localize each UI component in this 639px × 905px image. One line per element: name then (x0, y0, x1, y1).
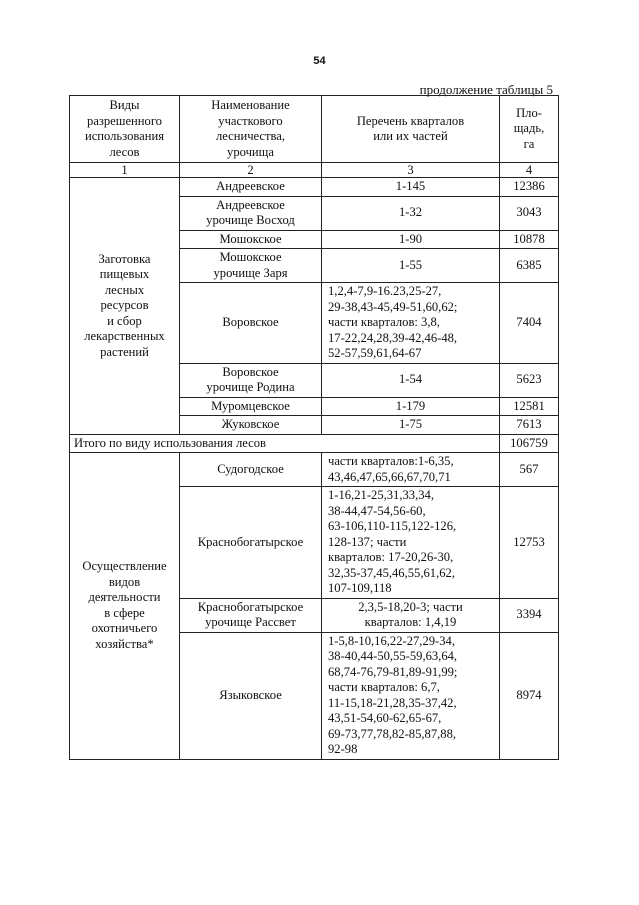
area-value: 8974 (500, 632, 559, 759)
forestry-name: Воровское (180, 283, 322, 364)
continuation-note: продолжение таблицы 5 (419, 82, 553, 97)
column-number: 2 (180, 163, 322, 178)
quarters-list: 1-75 (322, 416, 500, 435)
forestry-name: Краснобогатырское урочище Рассвет (180, 598, 322, 632)
quarters-list: 1-90 (322, 230, 500, 249)
forestry-name: Судогодское (180, 453, 322, 487)
area-value: 12581 (500, 397, 559, 416)
forestry-name: Краснобогатырское (180, 487, 322, 599)
quarters-list: 1,2,4-7,9-16.23,25-27, 29-38,43-45,49-51,60,62; части кварталов: 3,8, 17-22,24,28,39-42,46-48, 52-57,59,61,64-67 (322, 283, 500, 364)
area-value: 7404 (500, 283, 559, 364)
column-number: 4 (500, 163, 559, 178)
area-value: 567 (500, 453, 559, 487)
use-type-cell: Заготовка пищевых лесных ресурсов и сбор лекарственных растений (70, 178, 180, 435)
area-value: 3394 (500, 598, 559, 632)
area-value: 3043 (500, 196, 559, 230)
area-value: 6385 (500, 249, 559, 283)
total-row (70, 434, 559, 453)
quarters-list: 1-5,8-10,16,22-27,29-34, 38-40,44-50,55-59,63,64, 68,74-76,79-81,89-91,99; части кварталов: 6,7, 11-15,18-21,28,35-37,42, 43,51-54,60-62,65-67, 69-73,77,78,82-85,87,88, 92-98 (322, 632, 500, 759)
forestry-name: Мошокское урочище Заря (180, 249, 322, 283)
area-value: 10878 (500, 230, 559, 249)
area-value: 7613 (500, 416, 559, 435)
header-use-type: Виды разрешенного использования лесов (70, 96, 180, 163)
use-type-cell: Осуществление видов деятельности в сфере охотничьего хозяйства* (70, 453, 180, 760)
forestry-name: Языковское (180, 632, 322, 759)
header-row (70, 96, 559, 163)
forestry-name: Муромцевское (180, 397, 322, 416)
forest-use-table (69, 95, 559, 760)
total-label: Итого по виду использования лесов (70, 434, 500, 453)
quarters-list: 1-145 (322, 178, 500, 197)
quarters-list: части кварталов:1-6,35, 43,46,47,65,66,67,70,71 (322, 453, 500, 487)
forestry-name: Мошокское (180, 230, 322, 249)
quarters-list: 1-55 (322, 249, 500, 283)
column-number: 3 (322, 163, 500, 178)
quarters-list: 1-54 (322, 363, 500, 397)
quarters-list: 1-179 (322, 397, 500, 416)
table-row (70, 453, 559, 487)
page-number: 54 (313, 55, 326, 67)
forestry-name: Андреевское урочище Восход (180, 196, 322, 230)
area-value: 12386 (500, 178, 559, 197)
header-quarters: Перечень кварталов или их частей (322, 96, 500, 163)
total-area: 106759 (500, 434, 559, 453)
forestry-name: Воровское урочище Родина (180, 363, 322, 397)
area-value: 12753 (500, 487, 559, 599)
quarters-list: 1-32 (322, 196, 500, 230)
area-value: 5623 (500, 363, 559, 397)
table-row (70, 178, 559, 197)
quarters-list: 1-16,21-25,31,33,34, 38-44,47-54,56-60, 63-106,110-115,122-126, 128-137; части кварталов: 17-20,26-30, 32,35-37,45,46,55,61,62, 107-109,118 (322, 487, 500, 599)
header-forestry-name: Наименование участкового лесничества, урочища (180, 96, 322, 163)
forestry-name: Андреевское (180, 178, 322, 197)
header-area: Пло- щадь, га (500, 96, 559, 163)
forestry-name: Жуковское (180, 416, 322, 435)
quarters-list: 2,3,5-18,20-3; части кварталов: 1,4,19 (322, 598, 500, 632)
column-number: 1 (70, 163, 180, 178)
column-number-row (70, 163, 559, 178)
